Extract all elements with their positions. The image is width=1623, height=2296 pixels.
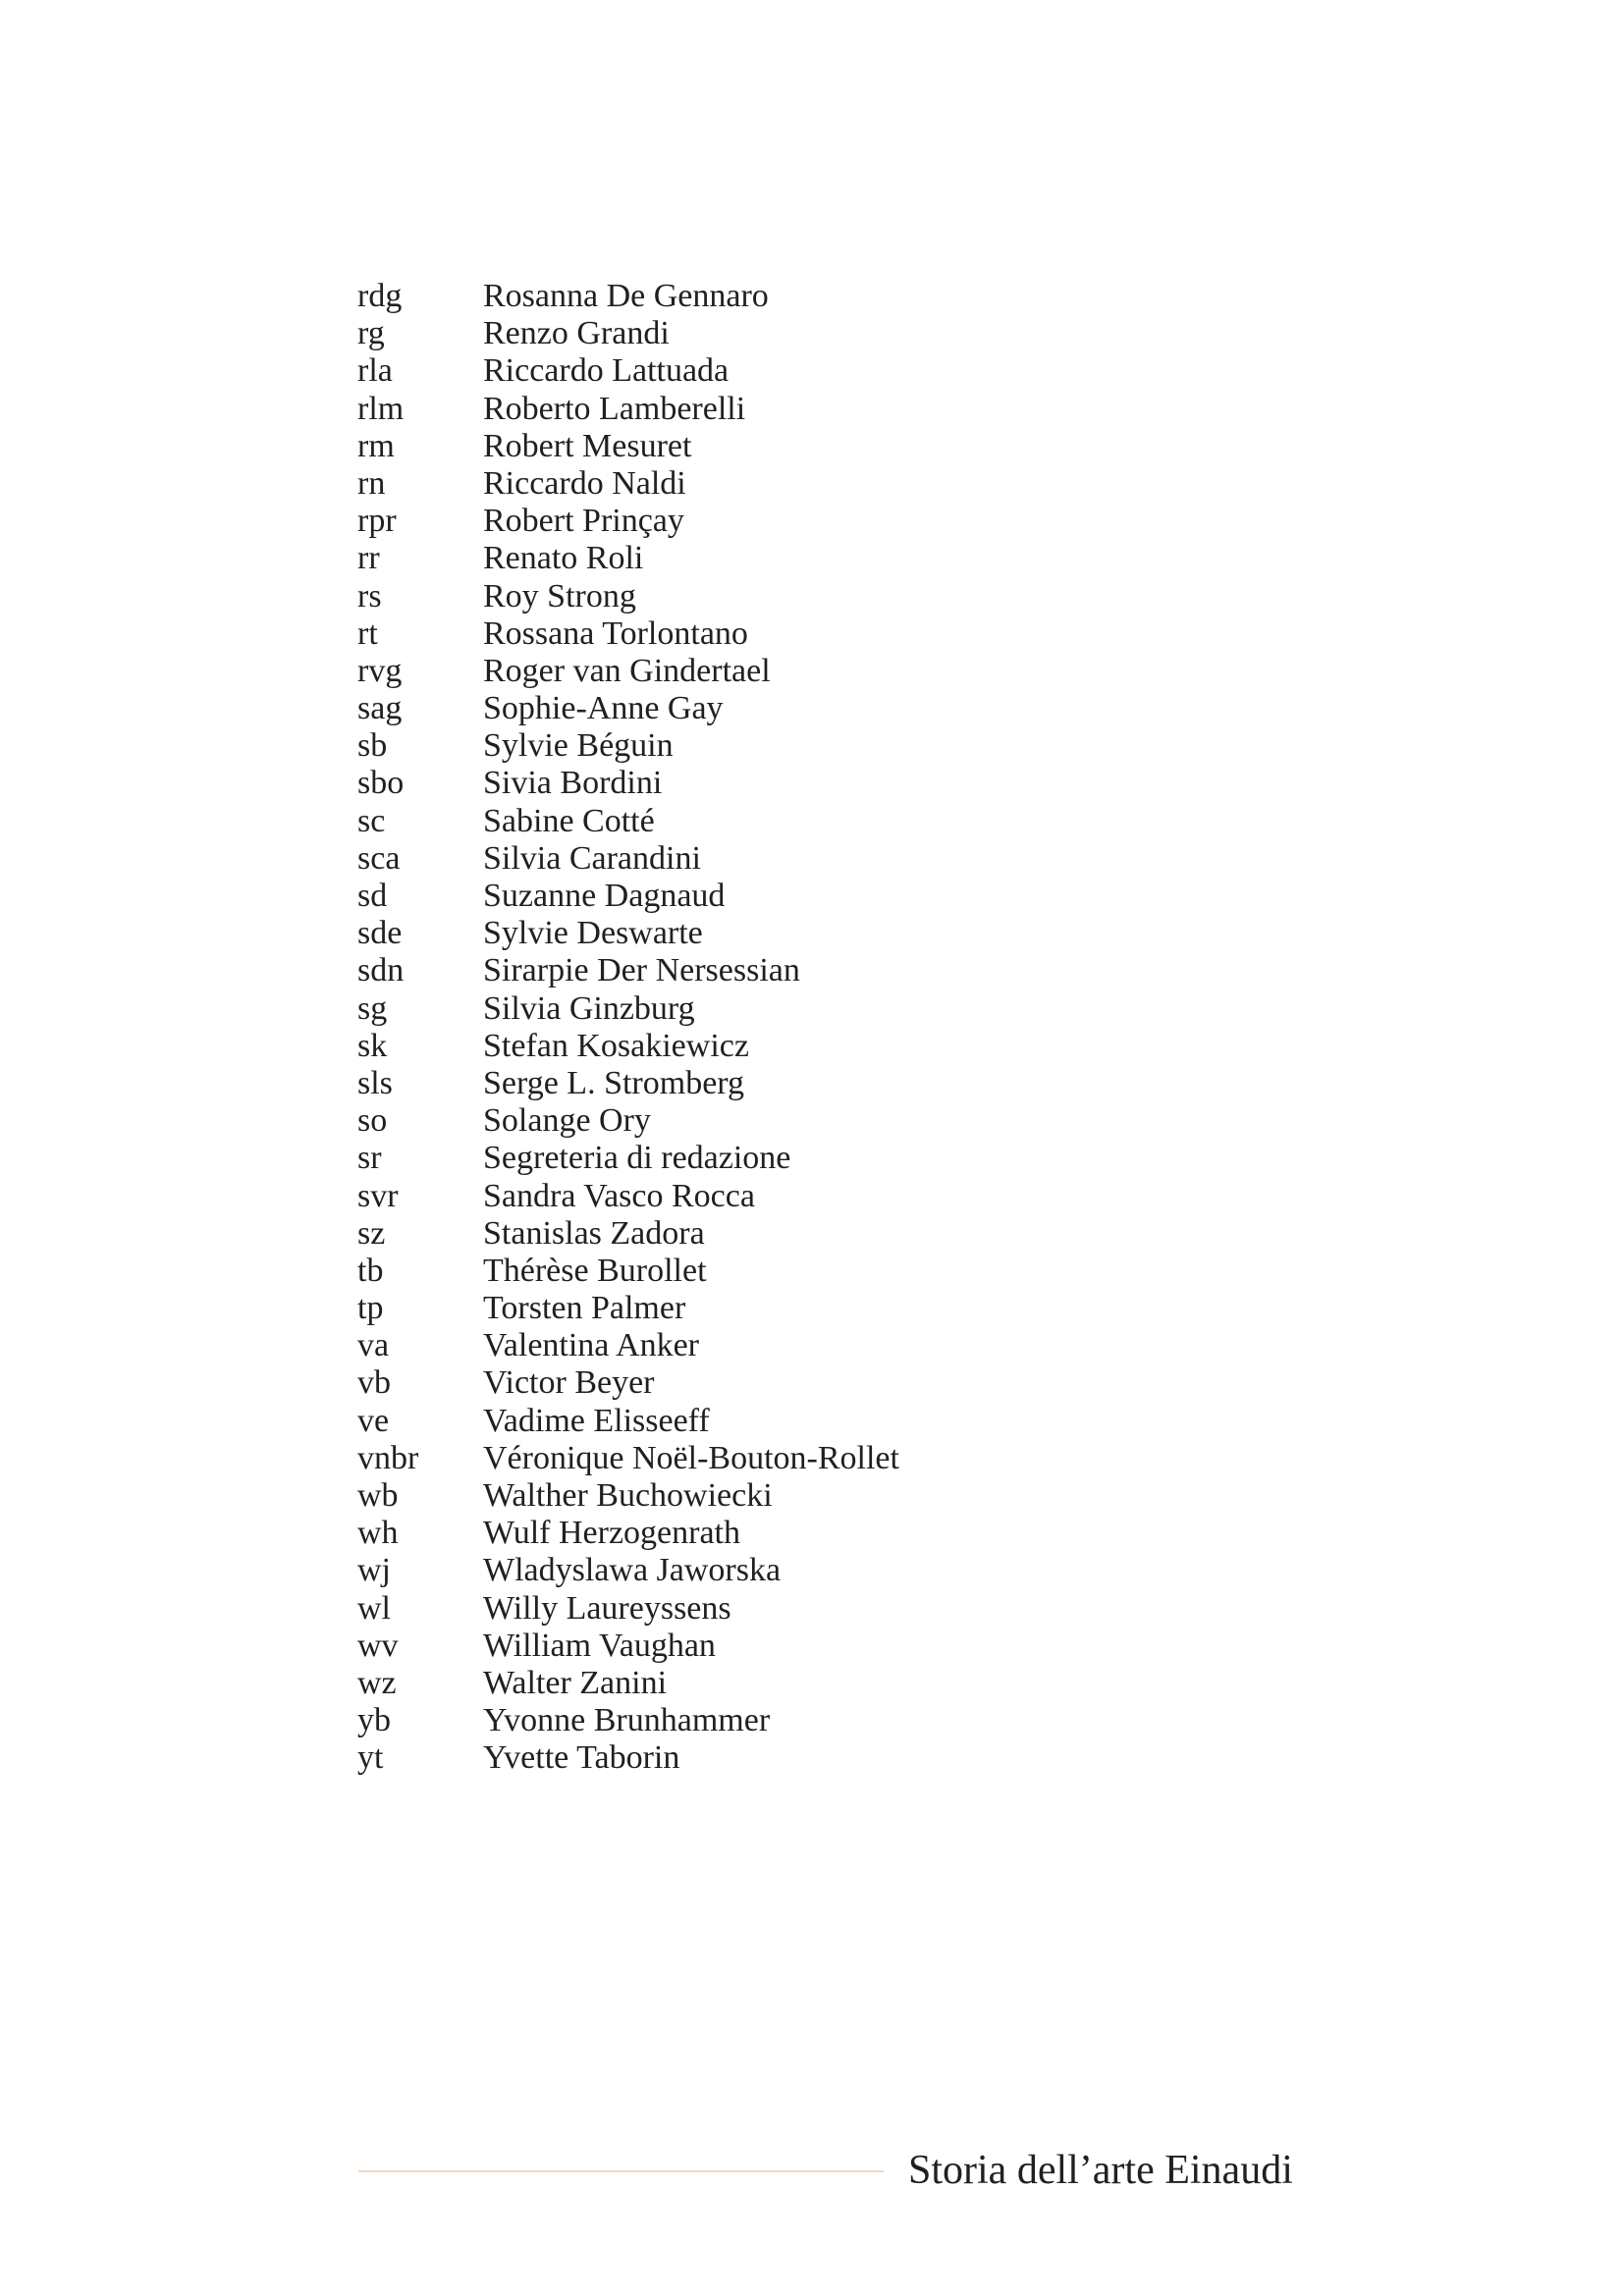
- list-item: [357, 1215, 1045, 1253]
- list-item: [357, 1739, 1045, 1777]
- entry-abbreviation: wj: [357, 1552, 391, 1589]
- entry-name: Sivia Bordini: [483, 765, 663, 802]
- entry-name: Roger van Gindertael: [483, 652, 771, 689]
- entry-name: Yvonne Brunhammer: [483, 1702, 771, 1739]
- entry-name: Wulf Herzogenrath: [483, 1515, 741, 1552]
- entry-name: Riccardo Lattuada: [483, 352, 730, 390]
- entry-name: Walther Buchowiecki: [483, 1477, 773, 1514]
- entry-abbreviation: wh: [357, 1515, 399, 1552]
- entry-abbreviation: wb: [357, 1477, 399, 1514]
- list-item: [357, 1140, 1045, 1177]
- list-item: [357, 578, 1045, 615]
- entry-name: Vadime Elisseeff: [483, 1402, 710, 1439]
- list-item: [357, 1403, 1045, 1440]
- entry-abbreviation: rla: [357, 352, 393, 390]
- entry-abbreviation: wv: [357, 1627, 399, 1664]
- entry-name: Roberto Lamberelli: [483, 390, 746, 427]
- list-item: [357, 1515, 1045, 1552]
- entry-abbreviation: rpr: [357, 503, 397, 540]
- entry-name: Roy Strong: [483, 577, 636, 614]
- entry-name: Walter Zanini: [483, 1664, 668, 1701]
- entry-abbreviation: sls: [357, 1064, 393, 1101]
- entry-name: Torsten Palmer: [483, 1290, 686, 1327]
- entry-abbreviation: rg: [357, 315, 385, 352]
- entry-name: Serge L. Stromberg: [483, 1064, 744, 1101]
- entry-abbreviation: svr: [357, 1177, 399, 1214]
- entry-abbreviation: sbo: [357, 765, 405, 802]
- list-item: [357, 1440, 1045, 1477]
- list-item: [357, 1665, 1045, 1702]
- entry-abbreviation: rs: [357, 577, 382, 614]
- entry-abbreviation: tb: [357, 1252, 384, 1289]
- entry-abbreviation: sdn: [357, 952, 405, 989]
- entry-name: Suzanne Dagnaud: [483, 878, 726, 914]
- entry-abbreviation: sk: [357, 1027, 388, 1064]
- entry-abbreviation: sag: [357, 690, 403, 727]
- list-item: [357, 1477, 1045, 1515]
- entry-abbreviation: so: [357, 1102, 388, 1140]
- entry-abbreviation: sca: [357, 839, 401, 877]
- list-item: [357, 803, 1045, 840]
- entry-abbreviation: sc: [357, 802, 386, 839]
- entry-name: Stefan Kosakiewicz: [483, 1027, 749, 1064]
- entry-abbreviation: ve: [357, 1402, 390, 1439]
- entry-name: Rossana Torlontano: [483, 614, 748, 652]
- list-item: [357, 1290, 1045, 1327]
- entry-name: Wladyslawa Jaworska: [483, 1552, 782, 1589]
- list-item: [357, 727, 1045, 765]
- entry-abbreviation: yb: [357, 1702, 391, 1739]
- list-item: [357, 503, 1045, 540]
- footer-title: Storia dell’arte Einaudi: [908, 2148, 1293, 2193]
- list-item: [357, 840, 1045, 878]
- entry-name: Riccardo Naldi: [483, 464, 686, 502]
- entry-abbreviation: tp: [357, 1290, 384, 1327]
- list-item: [357, 952, 1045, 989]
- list-item: [357, 1702, 1045, 1739]
- entry-abbreviation: rdg: [357, 278, 403, 314]
- entry-abbreviation: sz: [357, 1214, 386, 1252]
- entry-name: Rosanna De Gennaro: [483, 278, 769, 314]
- entry-abbreviation: rvg: [357, 652, 403, 689]
- entry-abbreviation: sde: [357, 915, 403, 952]
- entry-name: Segreteria di redazione: [483, 1140, 791, 1177]
- list-item: [357, 391, 1045, 428]
- entry-name: Sabine Cotté: [483, 802, 655, 839]
- list-item: [357, 1628, 1045, 1665]
- list-item: [357, 278, 1045, 315]
- entry-abbreviation: rlm: [357, 390, 405, 427]
- entry-name: Sylvie Béguin: [483, 727, 674, 765]
- entry-name: Thérèse Burollet: [483, 1252, 707, 1289]
- list-item: [357, 615, 1045, 653]
- contributor-list: [357, 278, 1045, 1778]
- list-item: [357, 690, 1045, 727]
- entry-abbreviation: va: [357, 1327, 390, 1364]
- entry-name: William Vaughan: [483, 1627, 716, 1664]
- entry-name: Renato Roli: [483, 540, 644, 577]
- entry-name: Stanislas Zadora: [483, 1214, 705, 1252]
- list-item: [357, 428, 1045, 465]
- list-item: [357, 1253, 1045, 1290]
- entry-name: Willy Laureyssens: [483, 1589, 731, 1627]
- entry-name: Silvia Carandini: [483, 839, 701, 877]
- list-item: [357, 1102, 1045, 1140]
- list-item: [357, 465, 1045, 503]
- entry-name: Yvette Taborin: [483, 1739, 680, 1777]
- entry-abbreviation: vb: [357, 1364, 391, 1402]
- entry-abbreviation: rm: [357, 427, 395, 464]
- entry-abbreviation: sr: [357, 1140, 382, 1177]
- entry-name: Sophie-Anne Gay: [483, 690, 724, 727]
- entry-abbreviation: rt: [357, 614, 378, 652]
- list-item: [357, 1327, 1045, 1364]
- entry-name: Véronique Noël-Bouton-Rollet: [483, 1439, 899, 1476]
- list-item: [357, 990, 1045, 1028]
- list-item: [357, 1178, 1045, 1215]
- entry-abbreviation: wz: [357, 1664, 397, 1701]
- list-item: [357, 878, 1045, 915]
- entry-name: Robert Prinçay: [483, 503, 684, 540]
- entry-abbreviation: vnbr: [357, 1439, 419, 1476]
- entry-name: Solange Ory: [483, 1102, 651, 1140]
- list-item: [357, 1364, 1045, 1402]
- entry-abbreviation: rr: [357, 540, 380, 577]
- list-item: [357, 315, 1045, 352]
- entry-abbreviation: sg: [357, 989, 388, 1027]
- entry-name: Robert Mesuret: [483, 427, 692, 464]
- entry-name: Renzo Grandi: [483, 315, 670, 352]
- list-item: [357, 352, 1045, 390]
- entry-name: Valentina Anker: [483, 1327, 699, 1364]
- list-item: [357, 1552, 1045, 1589]
- list-item: [357, 765, 1045, 802]
- list-item: [357, 540, 1045, 577]
- list-item: [357, 1590, 1045, 1628]
- entry-name: Sirarpie Der Nersessian: [483, 952, 800, 989]
- entry-abbreviation: yt: [357, 1739, 384, 1777]
- list-item: [357, 915, 1045, 952]
- list-item: [357, 1028, 1045, 1065]
- entry-abbreviation: wl: [357, 1589, 391, 1627]
- list-item: [357, 653, 1045, 690]
- entry-name: Silvia Ginzburg: [483, 989, 695, 1027]
- entry-name: Victor Beyer: [483, 1364, 655, 1402]
- entry-name: Sylvie Deswarte: [483, 915, 703, 952]
- entry-abbreviation: rn: [357, 464, 386, 502]
- list-item: [357, 1065, 1045, 1102]
- entry-name: Sandra Vasco Rocca: [483, 1177, 755, 1214]
- entry-abbreviation: sb: [357, 727, 388, 765]
- entry-abbreviation: sd: [357, 878, 388, 914]
- footer-rule: [358, 2170, 884, 2172]
